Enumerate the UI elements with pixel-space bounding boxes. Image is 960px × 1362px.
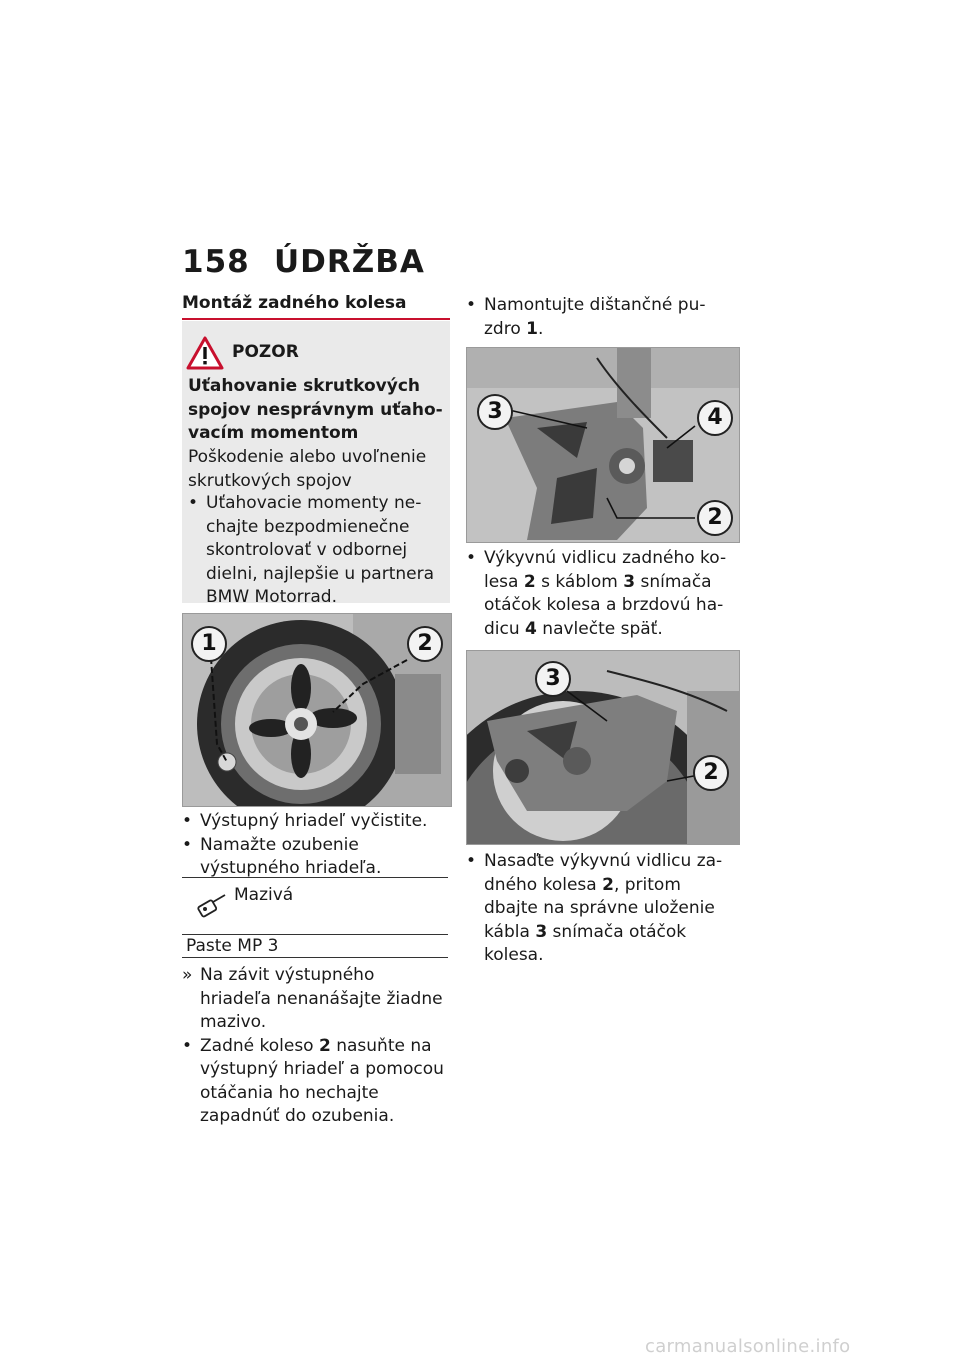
ref-number: 3 — [535, 921, 548, 942]
footer-watermark: carmanualsonline.info — [645, 1336, 851, 1357]
step-mount-wheel — [182, 1035, 450, 1129]
right-step-2 — [466, 547, 738, 641]
step-text: Namontujte dištančné pu-zdro — [484, 295, 706, 339]
section-rule — [182, 318, 450, 320]
ref-number: 4 — [525, 618, 537, 639]
swing-arm-fitted-illustration — [467, 651, 739, 844]
right-step-1 — [466, 294, 738, 341]
warning-heading: Uťahovanie skrutkových spojov nesprávnym uťaho-vacím momentom — [188, 376, 443, 443]
warning-text: Poškodenie alebo uvoľnenie skrutkových spojov — [188, 447, 427, 491]
chapter-title: ÚDRŽBA — [274, 244, 425, 280]
figure-swing-arm-fitted — [466, 650, 740, 845]
step-text: nasuňte na výstupný hriadeľ a pomocou otáčania ho nechajte zapadnúť do ozubenia. — [200, 1035, 444, 1126]
ref-number: 3 — [623, 571, 636, 592]
step-fit-swing-arm — [466, 850, 738, 968]
page-header — [182, 244, 425, 280]
step-text: s káblom — [535, 571, 624, 592]
left-steps-2 — [182, 964, 450, 1129]
step-text: , pritom dbajte na správne uloženie kábla — [484, 874, 715, 942]
step-no-grease-thread: » Na závit výstupného hriadeľa nenanášajte žiadne mazivo. — [182, 964, 450, 1035]
lubricant-value: Paste MP 3 — [186, 936, 279, 956]
warning-label: POZOR — [232, 342, 299, 362]
right-step-3 — [466, 850, 738, 968]
oil-can-icon — [195, 893, 229, 919]
ref-number: 2 — [318, 1035, 331, 1056]
callout-1: 1 — [191, 626, 227, 662]
step-grease-teeth: • Namažte ozubenie výstupného hriadeľa. — [182, 834, 450, 881]
page-number: 158 — [182, 244, 250, 280]
callout-3: 3 — [477, 394, 513, 430]
section-title: Montáž zadného kolesa — [182, 293, 407, 313]
ref-number: 1 — [526, 318, 538, 339]
figure-swing-arm — [466, 347, 740, 543]
figure-rear-wheel — [182, 613, 452, 807]
lubricant-label: Mazivá — [234, 885, 294, 905]
step-mount-spacer — [466, 294, 738, 341]
step-thread-swing-arm — [466, 547, 738, 641]
step-text: navlečte späť. — [536, 618, 663, 639]
lubricant-divider — [182, 934, 448, 935]
callout-3: 3 — [535, 661, 571, 697]
step-text: . — [537, 318, 544, 339]
callout-4: 4 — [697, 400, 733, 436]
step-text: Zadné koleso — [200, 1035, 319, 1056]
ref-number: 2 — [523, 571, 536, 592]
step-text: snímača otáčok kolesa a brzdovú ha-dicu — [484, 571, 724, 639]
step-text: snímača otáčok kolesa. — [484, 921, 687, 965]
callout-2: 2 — [697, 500, 733, 536]
step-text: Nasaďte výkyvnú vidlicu za-dného kolesa — [484, 851, 723, 895]
warning-bullet: • Uťahovacie momenty ne-chajte bezpodmienečne skontrolovať v odbornej dielni, najlepšie u partnera BMW Motorrad. — [188, 492, 464, 610]
step-text: Výkyvnú vidlicu zadného ko-lesa — [484, 548, 727, 592]
callout-2: 2 — [407, 626, 443, 662]
callout-2: 2 — [693, 755, 729, 791]
left-steps — [182, 810, 450, 881]
step-clean-shaft: • Výstupný hriadeľ vyčistite. — [182, 810, 450, 834]
ref-number: 2 — [602, 874, 614, 895]
warning-triangle-icon — [186, 336, 224, 370]
